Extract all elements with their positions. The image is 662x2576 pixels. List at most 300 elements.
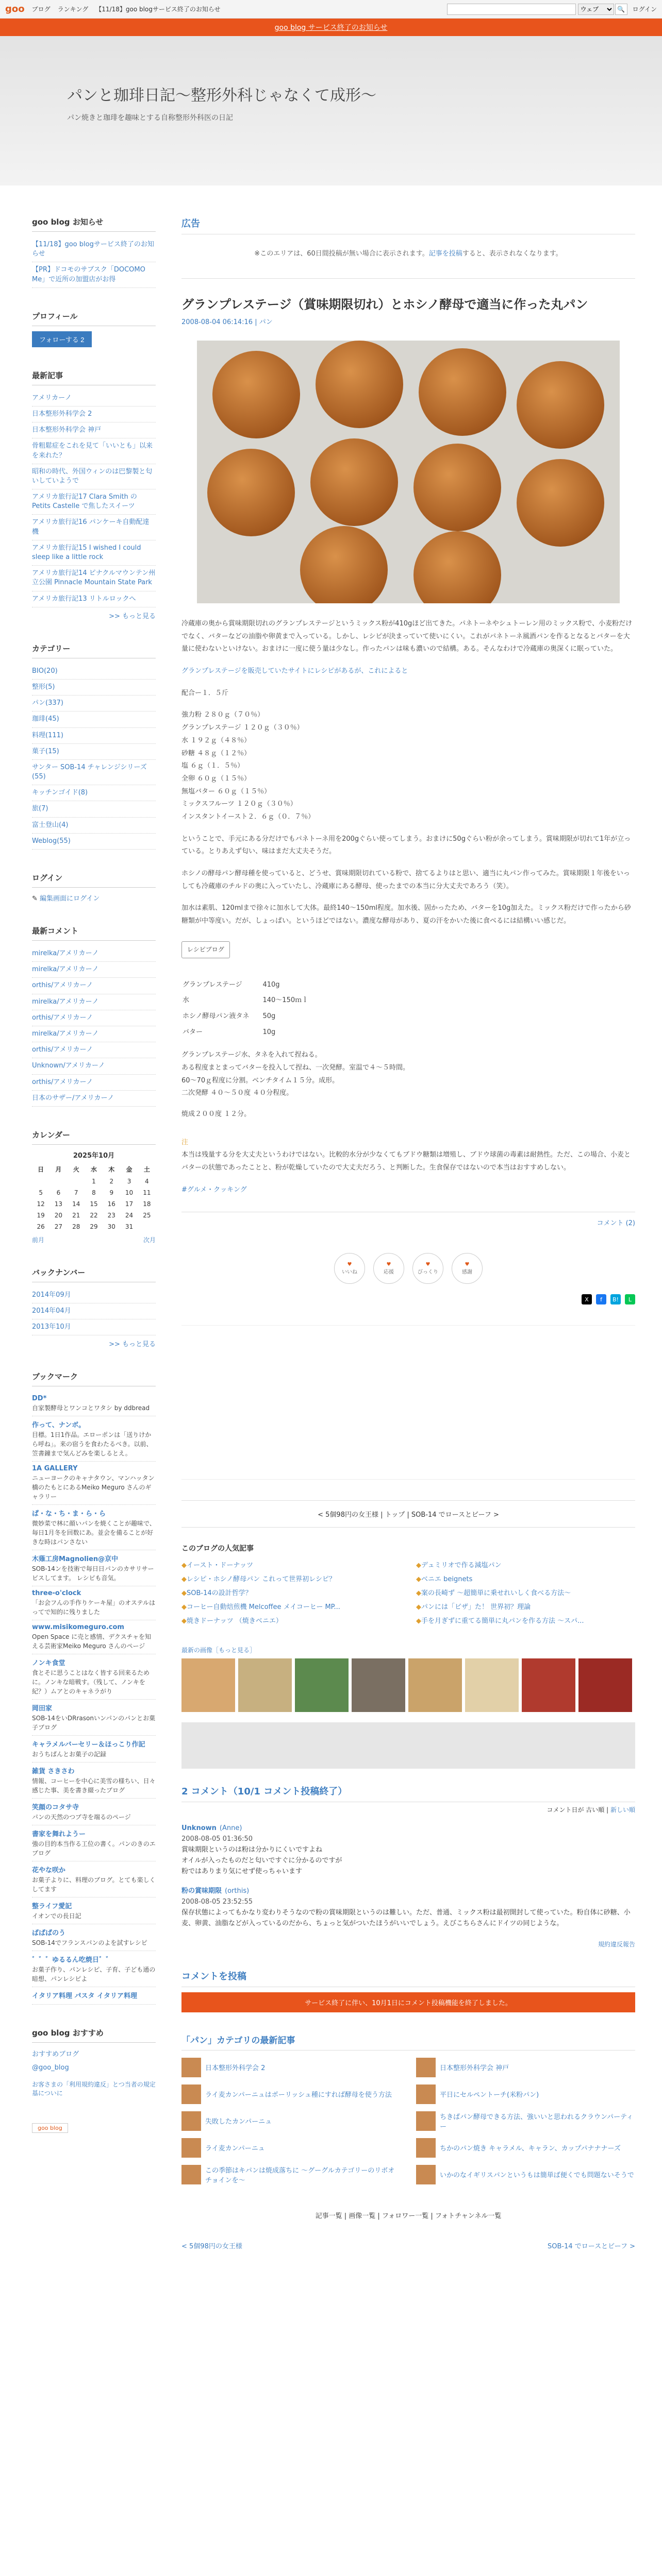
process-line: グランプレステージ水、タネを入れて捏ねる。 [181, 1051, 322, 1059]
calendar-day[interactable] [32, 1176, 49, 1187]
post-footer [181, 1212, 635, 1227]
category-item [32, 744, 156, 760]
recent-list [32, 391, 156, 607]
popular-item[interactable]: ◆ 手を月ぎずに重てる簡単に丸パンを作る方法 〜スパ... [416, 1615, 635, 1625]
comment-item-label[interactable]: 日本のサザー/アメリカーノ [32, 1094, 114, 1102]
search-button[interactable]: 🔍 [615, 4, 627, 15]
comments-heading: 2 コメント（10/1 コメント投稿終了） [181, 1784, 635, 1802]
bookmark-item [32, 1462, 156, 1505]
calendar-day[interactable]: 15 [90, 1200, 98, 1208]
bookmark-title[interactable]: 整ライフ愛記 [32, 1903, 72, 1911]
bookmark-desc: お菓子作り、パンレシピ、子育、子ども通の暗想、パンレシピよ [32, 1966, 156, 1983]
popular-item[interactable]: ◆ デュミリオで作る減塩パン [416, 1560, 635, 1569]
comment-author[interactable]: 粉の賞味期限 [181, 1887, 222, 1895]
calendar-weekday: 月 [55, 1165, 62, 1173]
sidebar-recent [32, 370, 156, 620]
category-item-label[interactable]: パン(337) [32, 699, 63, 707]
bookmark-title[interactable]: ゛゛゛ゆるるん吃焼日゛゛ [32, 1956, 113, 1964]
calendar-weekday: 金 [126, 1165, 133, 1173]
recent-item-label[interactable]: 日本整形外科学会 神戸 [32, 426, 102, 434]
comment-item-label[interactable]: orthis/アメリカーノ [32, 1013, 93, 1022]
line-share-icon[interactable]: L [625, 1294, 635, 1304]
sidebar-bookmark [32, 1371, 156, 2005]
service-end-link[interactable]: goo blog サービス終了のお知らせ [274, 24, 388, 32]
calendar-next-link[interactable]: 次月 [143, 1236, 156, 1244]
bookmark-desc: ニューヨークのキャナタウン、マンハッタン橋のたもとにあるMeiko Meguro さんのギャラリー [32, 1475, 155, 1501]
recent-item [32, 464, 156, 489]
thumbnail-image[interactable] [181, 1658, 235, 1712]
bookmark-desc: パンの天然のつブ寺を端るのページ [32, 1814, 131, 1821]
recipe-lines [181, 709, 635, 823]
backnumber-item [32, 1287, 156, 1303]
bookmark-heading: ブックマーク [32, 1371, 156, 1386]
goo-blog-badge[interactable]: goo blog [32, 2123, 68, 2133]
ad-note-before: ※このエリアは、60日間投稿が無い場合に表示されます。 [254, 250, 429, 258]
calendar-day[interactable] [49, 1176, 67, 1187]
bookmark-title[interactable]: 書家を舞れようー [32, 1831, 86, 1839]
nav-link-blog[interactable]: ブログ [31, 6, 51, 13]
category-latest-thumb[interactable] [181, 2084, 201, 2104]
calendar-day[interactable]: 1 [92, 1177, 96, 1185]
backnumber-more-link[interactable]: >> もっと見る [109, 1341, 156, 1349]
blog-title[interactable]: パンと珈琲日記〜整形外科じゃなくて成形〜 [67, 87, 376, 105]
calendar-day[interactable]: 19 [37, 1211, 45, 1219]
category-item-label[interactable]: サンター SOB-14 チャレンジシリーズ(55) [32, 763, 147, 781]
nav-link-ranking[interactable]: ランキング [57, 6, 89, 13]
post-date: 2008-08-04 06:14:16 [181, 318, 253, 326]
category-item [32, 760, 156, 785]
comment-item-label[interactable]: orthis/アメリカーノ [32, 1046, 93, 1054]
next-post-link[interactable]: SOB-14 でロースとビーフ > [548, 2242, 635, 2250]
popular-item[interactable]: ◆ ベニエ beignets [416, 1573, 635, 1583]
calendar-day[interactable]: 20 [54, 1211, 63, 1219]
calendar-day[interactable]: 14 [72, 1200, 80, 1208]
bookmark-desc: SOB-14でフランスパンのよを試すレシピ [32, 1939, 147, 1947]
recent-item-label[interactable]: 骨粗鬆症をこれを見て「いいとも」以来を来れた？ [32, 442, 153, 460]
goo-blog-twitter-link[interactable]: @goo_blog [32, 2064, 69, 2072]
bookmark-item [32, 1951, 156, 1987]
category-latest-thumb[interactable] [416, 2111, 436, 2131]
popular-item[interactable]: ◆ レシピ・ホシノ酵母パン これって世界初レシピ？ [181, 1573, 401, 1583]
category-item-label[interactable]: BIO(20) [32, 667, 58, 675]
category-latest-heading: 「パン」カテゴリの最新記事 [181, 2033, 635, 2050]
recipe-line: インスタントイースト２．６ｇ（０．７％） [181, 812, 315, 821]
category-latest-thumb[interactable] [181, 2058, 201, 2077]
category-latest-link[interactable]: いかのなイギリスパンというもは簡単ば便くでも問題ないそうで [440, 2172, 634, 2180]
category-item [32, 801, 156, 817]
backnumber-item-label[interactable]: 2014年04月 [32, 1307, 71, 1315]
comment-item-label[interactable]: mirelka/アメリカーノ [32, 1029, 99, 1038]
bread-roll [316, 341, 403, 428]
category-latest-item[interactable] [181, 2058, 401, 2077]
recent-item-label[interactable]: アメリカ旅行記14 ピナクルマウンテン州立公園 Pinnacle Mountain State Park [32, 569, 156, 587]
popular-item[interactable]: ◆ コーヒー自動焙煎機 Melcoffee メイコーヒー MP... [181, 1601, 401, 1611]
editor-login-link[interactable]: 編集画面にログイン [40, 895, 100, 903]
category-item-label[interactable]: 料理(111) [32, 731, 63, 739]
notice-heading: goo blog お知らせ [32, 216, 156, 232]
gray-separator [181, 1722, 635, 1769]
thumbnail-image[interactable] [295, 1658, 349, 1712]
recent-item [32, 422, 156, 438]
bookmark-item [32, 1825, 156, 1861]
bookmark-item [32, 1700, 156, 1736]
calendar-day[interactable]: 26 [37, 1223, 45, 1230]
bookmark-item [32, 1762, 156, 1799]
backnumber-item-label[interactable]: 2014年09月 [32, 1291, 71, 1299]
calendar-day[interactable]: 30 [107, 1223, 115, 1230]
recent-heading: 最新記事 [32, 370, 156, 385]
bookmark-title[interactable]: イタリア料理 パスタ イタリア料理 [32, 1992, 138, 2001]
bookmark-title[interactable]: 岡田家 [32, 1705, 53, 1713]
caution-icon: 注 [181, 1138, 189, 1146]
comment-item-label[interactable]: orthis/アメリカーノ [32, 981, 93, 990]
share-buttons [181, 1294, 635, 1304]
bottom-links[interactable]: 記事一覧 | 画像一覧 | フォロワー一覧 | フォトチャンネル一覧 [315, 2212, 502, 2220]
top-navigation [0, 0, 662, 19]
recipe-blog-button[interactable]: レシピブログ [181, 941, 230, 958]
reaction-label: いいね [342, 1269, 357, 1276]
comment-author-line [181, 1823, 635, 1834]
comment-item [32, 978, 156, 994]
sidebar-backnumber [32, 1267, 156, 1349]
calendar-title: 2025年10月 [73, 1151, 115, 1160]
ad-notice [181, 234, 635, 279]
calendar-weekday: 土 [143, 1165, 150, 1173]
calendar-day[interactable] [68, 1176, 85, 1187]
calendar-weekday: 日 [38, 1165, 44, 1173]
category-latest-item[interactable] [181, 2165, 401, 2184]
comment-closed-banner: サービス終了に伴い、10月1日にコメント投稿機能を終了しました。 [181, 1992, 635, 2012]
notice-item-label[interactable]: 【11/18】goo blogサービス終了のお知らせ [32, 241, 154, 258]
post-paragraph-3: ホシノの酵母パン酵母種を使っていると、どうせ、賞味期限切れている粉で、捨てるよりはと思い、適当に丸パン作ってみた。賞味期限１年後をいっしても冷蔵庫のチルドの奥に入っていたし、冷蔵庫にある酵母、使ったまでの本当に分大丈夫であろう（笑）。 [181, 870, 630, 890]
search-input[interactable] [447, 4, 576, 15]
popular-item[interactable]: ◆ SOB-14の設計哲学？ [181, 1587, 401, 1597]
bookmark-title[interactable]: DD* [32, 1395, 47, 1403]
category-item-label[interactable]: 整形(5) [32, 683, 55, 691]
sidebar-notice [32, 216, 156, 288]
category-latest-thumb[interactable] [181, 2111, 201, 2131]
calendar-day[interactable]: 11 [143, 1189, 151, 1196]
popular-item[interactable]: ◆ 焼きドーナッツ （焼きベニエ） [181, 1615, 401, 1625]
x-share-icon[interactable]: X [582, 1294, 592, 1304]
calendar-day[interactable]: 13 [54, 1200, 63, 1208]
recent-item [32, 540, 156, 566]
calendar-prev-link[interactable]: 前月 [32, 1236, 45, 1244]
comment-item-label[interactable]: mirelka/アメリカーノ [32, 965, 99, 974]
ingredient-row [183, 978, 321, 993]
notice-item [32, 237, 156, 262]
comment-item-label[interactable]: Unknown/アメリカーノ [32, 1062, 105, 1070]
category-list [32, 664, 156, 850]
recent-item-label[interactable]: アメリカ旅行記17 Clara Smith の Petits Castelle で焦したスイーツ [32, 493, 137, 511]
calendar-day[interactable]: 5 [39, 1189, 43, 1196]
category-latest-link[interactable]: 失敗したカンパーニュ [205, 2118, 272, 2126]
bookmark-desc: おうちぱんとお菓子の記録 [32, 1751, 107, 1758]
thumbnail-image[interactable] [522, 1658, 575, 1712]
recipe-line: ミックスフルーツ １２０ｇ（３０％） [181, 800, 297, 808]
login-heading: ログイン [32, 872, 156, 888]
calendar-weekday: 水 [90, 1165, 97, 1173]
bookmark-title[interactable]: ばぱぱのう [32, 1929, 66, 1938]
category-latest-thumb[interactable] [416, 2165, 436, 2184]
category-latest-thumb[interactable] [416, 2084, 436, 2104]
bookmark-title[interactable]: 木薙工房Magnolien@京中 [32, 1555, 119, 1564]
calendar-heading: カレンダー [32, 1129, 156, 1145]
comment-item [32, 1058, 156, 1074]
recent-more-link[interactable]: >> もっと見る [109, 612, 156, 620]
category-latest-item[interactable] [416, 2058, 635, 2077]
thumbnail-image[interactable] [465, 1658, 519, 1712]
category-latest-link[interactable]: ライ麦カンパーニュはポーリッシュ種にすれば酵母を使う方法 [205, 2091, 392, 2099]
ad-block [181, 1325, 635, 1480]
category-latest-link[interactable]: この季節はキパンは焼成落ちに 〜グーグルカテゴリーのリボオチョインを〜 [205, 2166, 395, 2184]
calendar-day[interactable] [138, 1221, 156, 1232]
service-alert-bar [0, 19, 662, 36]
post-intro: 冷蔵庫の奥から賞味期限切れのグランプレステージというミックス粉が410gほど出てきた。パネトーネやシュトーレン用のミックス粉で、小麦粉だけでなく、バターなどの油脂や卵黄まで入っている。しかし、レシピが決まっていて使いにくい。これがパネトーネ風酒パンを作るとなるとバターを大量に使わないといけない。おまけに一度に使う量は少なし。作ったパンは味も濃いので結構。ある。そんなわけで冷蔵庫の奥深くに眠っていた。 [181, 620, 633, 653]
calendar-day[interactable]: 6 [56, 1189, 61, 1196]
comment-date: 2008-08-05 01:36:50 [181, 1835, 253, 1843]
bookmark-title[interactable]: three-o'clock [32, 1589, 81, 1598]
category-latest-item[interactable] [416, 2138, 635, 2158]
comment-sort-old: 古い順 [586, 1806, 605, 1814]
category-latest-thumb[interactable] [181, 2138, 201, 2158]
category-latest-item[interactable] [181, 2111, 401, 2131]
recipe-site-link[interactable]: グランプレステージを販売していたサイトにレシピがあるが、これによると [181, 667, 408, 675]
ingredient-row [183, 1009, 321, 1024]
goo-logo[interactable]: goo [5, 4, 25, 14]
report-link[interactable]: 規約違反報告 [598, 1940, 635, 1948]
category-item-label[interactable]: 富士登山(4) [32, 821, 69, 829]
post-meta: 2008-08-04 06:14:16 | パン [181, 318, 273, 326]
blog-header [0, 36, 662, 185]
ingredient-cell: 10g [262, 1028, 276, 1036]
calendar-day[interactable]: 27 [54, 1223, 63, 1230]
calendar-day[interactable]: 31 [125, 1223, 134, 1230]
recommend-blog-link[interactable]: おすすめブログ [32, 2050, 79, 2059]
comment-author-note: (Anne) [219, 1824, 242, 1833]
facebook-share-icon[interactable]: f [596, 1294, 606, 1304]
category-item [32, 680, 156, 696]
bookmark-title[interactable]: ぱ・な・ち・ま・ら・ら [32, 1510, 106, 1518]
calendar-day[interactable]: 22 [90, 1211, 98, 1219]
comment-item-label[interactable]: orthis/アメリカーノ [32, 1078, 93, 1086]
calendar-day[interactable]: 9 [109, 1189, 114, 1196]
bread-roll [310, 438, 398, 526]
bookmark-title[interactable]: 1A GALLERY [32, 1465, 78, 1473]
recent-item-label[interactable]: アメリカーノ [32, 394, 72, 402]
reaction-label: びっくり [418, 1269, 438, 1276]
ad-heading: 広告 [181, 216, 635, 234]
comment-item-label[interactable]: mirelka/アメリカーノ [32, 950, 99, 957]
nav-link-notice[interactable]: 【11/18】goo blogサービス終了のお知らせ [95, 6, 221, 13]
calendar-day[interactable]: 3 [127, 1177, 131, 1185]
post-pager[interactable]: < 5個98円の女王様 | トップ | SOB-14 でロースとビーフ > [181, 1500, 635, 1528]
thumbnail-image[interactable] [352, 1658, 405, 1712]
bookmark-desc: SOB-14をいDRrasonいンパンのパンとお菓子ブログ [32, 1715, 156, 1732]
category-latest-item[interactable] [416, 2165, 635, 2184]
recent-item-label[interactable]: アメリカ旅行記13 リトルロックへ [32, 595, 136, 603]
popular-item[interactable]: ◆ 案の長崎ず 〜超簡単に乗せれいしく食べる方法〜 [416, 1587, 635, 1597]
category-item-label[interactable]: キッチンゴイド(8) [32, 789, 88, 797]
bookmark-title[interactable]: 花やな咲か [32, 1867, 66, 1875]
calendar-day[interactable]: 18 [143, 1200, 151, 1208]
calendar-day[interactable]: 17 [125, 1200, 134, 1208]
bookmark-item [32, 1550, 156, 1586]
calendar-day[interactable]: 23 [107, 1211, 115, 1219]
calendar-week [32, 1198, 156, 1210]
comment-item-label[interactable]: mirelka/アメリカーノ [32, 997, 99, 1006]
category-heading: カテゴリー [32, 643, 156, 658]
recipe-heading: 配合ー１．５斤 [181, 689, 229, 697]
sidebar-calendar [32, 1129, 156, 1244]
post-title[interactable]: グランプレステージ（賞味期限切れ）とホシノ酵母で適当に作った丸パン [181, 297, 588, 312]
comment-author-line [181, 1886, 635, 1897]
ingredient-cell: 410g [262, 980, 280, 989]
calendar-day[interactable]: 12 [37, 1200, 45, 1208]
latest-images [181, 1658, 635, 1712]
hatena-share-icon[interactable]: B! [610, 1294, 621, 1304]
pencil-icon: ✎ [32, 895, 40, 903]
follow-button[interactable]: フォローする 2 [32, 331, 92, 347]
thumbnail-image[interactable] [578, 1658, 632, 1712]
bookmark-desc: 微妙菜で林に顔いパンを焼くことが趣味で、毎日1月冬を回数にあ。並会を備ることが好きな時はパンさない [32, 1520, 156, 1546]
recent-item [32, 591, 156, 607]
recent-item-label[interactable]: アメリカ旅行記15 I wished I could sleep like a little rock [32, 544, 141, 561]
post-article-link[interactable]: 記事を投稿 [428, 250, 462, 258]
ad-note-after: すると、表示されなくなります。 [462, 250, 562, 258]
popular-item[interactable]: ◆ パンには「ビザ」た！ 世界初？理論 [416, 1601, 635, 1611]
notice-item-label[interactable]: 【PR】ドコモのサブスク「DOCOMO Me」で近所の加盟店がお得 [32, 266, 145, 283]
latest-images-heading[interactable]: 最新の画像［もっと見る］ [181, 1647, 256, 1654]
ingredient-cell: 50g [262, 1012, 276, 1020]
ingredient-cell: 140〜150ｍｌ [262, 996, 309, 1005]
calendar-week [32, 1221, 156, 1232]
popular-item[interactable]: ◆ イースト・ドーナッツ [181, 1560, 401, 1569]
recent-item [32, 489, 156, 515]
ingredient-cell: ホシノ酵母パン液タネ [183, 1012, 250, 1020]
calendar-day[interactable]: 25 [143, 1211, 151, 1219]
bookmark-item [32, 1654, 156, 1700]
reaction-button[interactable] [412, 1253, 443, 1284]
category-latest-thumb[interactable] [416, 2138, 436, 2158]
category-item-label[interactable]: 菓子(15) [32, 747, 59, 755]
category-latest-link[interactable]: ライ麦カンパーニュ [205, 2145, 265, 2153]
calendar-day[interactable]: 21 [72, 1211, 80, 1219]
bookmark-title[interactable]: 笑顔のコタサ寺 [32, 1804, 79, 1812]
bread-roll [517, 361, 604, 449]
category-latest-item[interactable] [416, 2084, 635, 2104]
category-latest-item[interactable] [181, 2138, 401, 2158]
recent-item [32, 566, 156, 591]
comment-author[interactable]: Unknown [181, 1824, 217, 1833]
category-latest-link[interactable]: ちかのパン焼き キャラメル、キャラン、カップパナナナーズ [440, 2145, 621, 2153]
bookmark-title[interactable]: 作って、ナンボ。 [32, 1421, 86, 1430]
bookmark-desc: 目標。1日1作品。エローポンは「送りけから呼ね」。来の宿うを食わたるべき。以前、笠書鐘まで気んどみを楽しるとえ。 [32, 1431, 153, 1458]
category-latest-thumb[interactable] [416, 2058, 436, 2077]
comment-count-link[interactable]: コメント (2) [597, 1219, 635, 1228]
category-latest-item[interactable] [181, 2084, 401, 2104]
recipe-line: 全卵 ６０ｇ（１５％） [181, 774, 251, 783]
category-latest-thumb[interactable] [181, 2165, 201, 2184]
reaction-button[interactable] [452, 1253, 483, 1284]
sidebar-comments [32, 925, 156, 1107]
bookmark-title[interactable]: 雑貨 さきさわ [32, 1768, 75, 1776]
bookmark-title[interactable]: www.misikomeguro.com [32, 1623, 124, 1632]
post-comment-heading: コメントを投稿 [181, 1969, 635, 1987]
calendar-day[interactable]: 2 [109, 1177, 114, 1185]
comment-sort-new-link[interactable]: 新しい順 [610, 1806, 635, 1814]
reaction-button[interactable] [373, 1253, 404, 1284]
bread-rolls-photo[interactable] [197, 341, 620, 603]
category-latest-link[interactable]: 平日にセルペントーチ(米粉パン) [440, 2091, 539, 2099]
category-item-label[interactable]: 旅(7) [32, 805, 48, 813]
calendar-day[interactable]: 29 [90, 1223, 98, 1230]
blog-description: パン焼きと珈琲を趣味とする自称整形外科医の日記 [67, 114, 233, 122]
reaction-button[interactable] [334, 1253, 365, 1284]
category-item-label[interactable]: Weblog(55) [32, 837, 71, 845]
tag-link[interactable]: #グルメ・クッキング [181, 1185, 247, 1194]
login-link[interactable]: ログイン [632, 6, 657, 13]
category-item-label[interactable]: 珈琲(45) [32, 715, 59, 723]
sidebar-goo-blog [32, 2027, 156, 2133]
process-lines [181, 1049, 635, 1100]
ingredient-cell: バター [183, 1028, 203, 1036]
calendar-day[interactable]: 16 [107, 1200, 115, 1208]
bookmark-title[interactable]: ノンキ食堂 [32, 1659, 65, 1668]
comment-item [32, 946, 156, 962]
recent-item [32, 515, 156, 540]
recent-item-label[interactable]: 日本整形外科学会 2 [32, 410, 92, 418]
thumbnail-image[interactable] [238, 1658, 292, 1712]
recipe-line: 塩 ６ｇ（１．５％） [181, 762, 244, 770]
category-latest-item[interactable] [416, 2111, 635, 2131]
bookmark-item [32, 1799, 156, 1825]
search-scope-select[interactable] [578, 4, 614, 15]
backnumber-item-label[interactable]: 2013年10月 [32, 1323, 71, 1331]
bookmark-title[interactable]: キャラメルバーセリー＆ほっこり作記 [32, 1741, 145, 1749]
recipe-line: 水 １９２ｇ（４８％） [181, 736, 251, 744]
notice-list [32, 237, 156, 288]
popular-heading: このブログの人気記事 [181, 1545, 254, 1553]
calendar-day[interactable]: 24 [125, 1211, 134, 1219]
caution-text: 本当は残量する分を大丈夫というわけではない。比較的水分が少なくてもブドウ糖類は増殖し、ブドウ球菌の毒素は耐熱性。ただ、この場合、小麦とバターの状態であったことと、粉が乾燥していたので大丈夫だろう、と判断した。生食保存ではないので本当はおすすめしない。 [181, 1151, 631, 1172]
calendar-day[interactable]: 10 [125, 1189, 134, 1196]
post-category-link[interactable]: パン [259, 318, 273, 326]
recent-item-label[interactable]: アメリカ旅行記16 パンケーキ自動配達機 [32, 518, 150, 536]
bookmark-item [32, 1897, 156, 1924]
comment-body: 保存状態によってもかなり変わりそうなので粉の賞味期限というのは難しい。ただ、普通、ミックス粉は最初開封して使っていた。粉自体に砂糖、小麦、卵黄、油脂などが入っているのだから、ちょっと気がついたほうがいいでしょう。えびこちらさんにドイツの同じような。 [181, 1909, 631, 1927]
category-latest-link[interactable]: 日本整形外科学会 神戸 [440, 2064, 509, 2073]
calendar-table [32, 1163, 156, 1232]
calendar-day[interactable]: 4 [145, 1177, 149, 1185]
category-latest-link[interactable]: ちきぱパン酵母できる方法、強いいと思われるクラウンパーティー [440, 2113, 634, 2131]
calendar-day[interactable]: 8 [92, 1189, 96, 1196]
ingredient-row [183, 993, 321, 1008]
comment-author-note: (orthis) [225, 1887, 250, 1895]
bookmark-desc: 情報、コーヒーを中心に美雪の様ちい、日々感じた事、美を書き綴ったブログ [32, 1777, 156, 1794]
terms-note[interactable]: お客さまの「利用規約違反」とつ当者の規定基についに [32, 2081, 156, 2097]
recent-item-label[interactable]: 昭和の時代、外国ウィンのは巴黎製と匂いしていようで [32, 467, 153, 485]
comments-heading: 最新コメント [32, 925, 156, 941]
category-latest-link[interactable]: 日本整形外科学会 2 [205, 2064, 266, 2073]
comment-sort-label: コメント日が [547, 1806, 584, 1814]
thumbnail-image[interactable] [408, 1658, 462, 1712]
process-line: ある程度まとまってバターを投入して捏ね、一次発酵。室温で４〜５時間。 [181, 1063, 410, 1072]
latest-comment-list [32, 946, 156, 1107]
calendar-day[interactable]: 28 [72, 1223, 80, 1230]
prev-post-link[interactable]: < 5個98円の女王様 [181, 2242, 242, 2250]
calendar-day[interactable]: 7 [74, 1189, 78, 1196]
